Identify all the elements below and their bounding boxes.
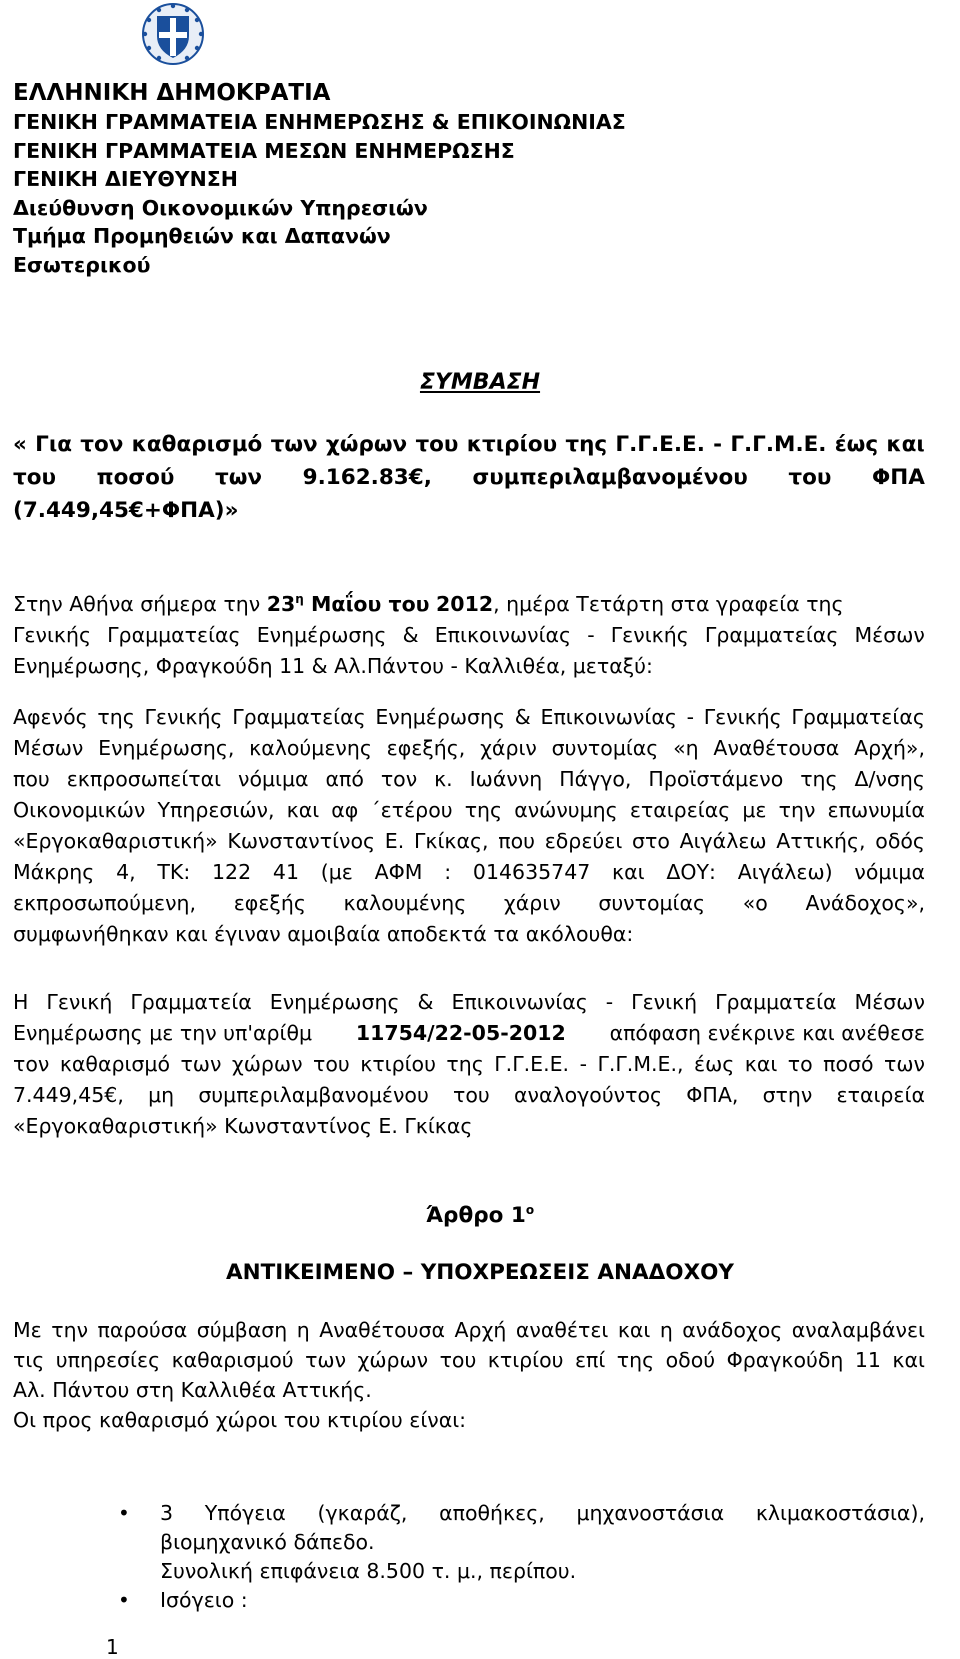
word: Φραγκούδη <box>726 1348 844 1372</box>
word: 122 <box>212 860 252 884</box>
word: : <box>444 860 452 884</box>
word: της <box>97 705 135 729</box>
word: Επικοινωνίας <box>451 990 588 1014</box>
word: ποσού <box>96 465 175 490</box>
word: κτιρίου <box>466 432 558 457</box>
article-body <box>13 1315 925 1435</box>
word: «η <box>673 736 699 760</box>
article-heading: ΑΝΤΙΚΕΙΜΕΝΟ – ΥΠΟΧΡΕΩΣΕΙΣ ΑΝΑΔΟΧΟΥ <box>225 1260 734 1285</box>
list-item-1-line-3: Συνολική επιφάνεια 8.500 τ. μ., περίπου. <box>160 1559 577 1583</box>
word: αποθήκες, <box>439 1501 545 1525</box>
header-line-2: ΓΕΝΙΚΗ ΓΡΑΜΜΑΤΕΙΑ ΕΝΗΜΕΡΩΣΗΣ & ΕΠΙΚΟΙΝΩΝΙΑΣ <box>13 110 626 134</box>
word: του <box>13 465 57 490</box>
word: Ε. <box>384 829 405 853</box>
word: χάριν <box>503 891 561 915</box>
word: Αφενός <box>13 705 88 729</box>
word: τον <box>380 767 418 791</box>
decision-line-3 <box>13 1049 925 1080</box>
issuer-header <box>13 78 626 279</box>
word: Ενημέρωσης, <box>98 736 235 760</box>
word: της <box>464 798 503 822</box>
decision-text-a: Ενημέρωσης με την υπ'αρίθμ <box>13 1021 313 1045</box>
word: έως <box>693 1052 735 1076</box>
word: Γραμματείας <box>107 623 241 647</box>
article-line-1 <box>13 1315 925 1345</box>
word: Γραμματεία <box>715 990 837 1014</box>
word: ποσό <box>823 1052 874 1076</box>
word: και <box>886 432 925 457</box>
list-bullet-2: • <box>118 1588 130 1612</box>
word: Γραμματείας <box>704 623 839 647</box>
article-line-2 <box>13 1345 925 1375</box>
word: επωνυμία <box>827 798 925 822</box>
header-line-1: ΕΛΛΗΝΙΚΗ ΔΗΜΟΚΡΑΤΙΑ <box>13 80 331 106</box>
word: 41 <box>272 860 299 884</box>
word: & <box>402 623 419 647</box>
intro-year: 2012 <box>436 592 494 616</box>
word: Οικονομικών <box>13 798 146 822</box>
intro-text-b: , ημέρα Τετάρτη στα γραφεία της <box>493 592 844 616</box>
intro-paragraph <box>13 589 925 682</box>
word: Μέσων <box>854 623 925 647</box>
list-item-1-line-2: βιομηχανικό δάπεδο. <box>160 1530 375 1554</box>
decision-paragraph <box>13 987 925 1142</box>
word: Πάγγο, <box>559 767 632 791</box>
word: από <box>325 767 364 791</box>
header-line-7: Εσωτερικού <box>13 252 151 277</box>
word: Για <box>35 432 72 457</box>
word: Η <box>13 990 29 1014</box>
word: συντομίας <box>598 891 706 915</box>
word: Κωνσταντίνος <box>227 829 376 853</box>
word: την <box>51 1318 89 1342</box>
word: Αναθέτουσα <box>319 1318 446 1342</box>
word: χάριν <box>480 736 537 760</box>
word: Αναθέτουσα <box>713 736 840 760</box>
word: Με <box>13 1318 42 1342</box>
word: συντομίας <box>551 736 659 760</box>
word: Γ.Γ.Μ.Ε., <box>597 1052 684 1076</box>
word: «ο <box>742 891 768 915</box>
word: την <box>778 798 816 822</box>
list-item-2: Ισόγειο : <box>160 1588 248 1612</box>
list-item <box>160 1499 925 1586</box>
intro-line-3: Ενημέρωσης, Φραγκούδη 11 & Αλ.Πάντου - Καλλιθέα, μεταξύ: <box>13 654 653 678</box>
word: & <box>514 705 531 729</box>
word: κτιρίου <box>360 1052 436 1076</box>
word: κ. <box>434 767 453 791</box>
contract-subject <box>13 428 925 527</box>
word: των <box>270 432 318 457</box>
word: του <box>415 432 459 457</box>
word: καθαρισμό <box>131 432 263 457</box>
party-line-8: συμφωνήθηκαν και έγιναν αμοιβαία αποδεκτά τα ακόλουθα: <box>13 922 634 946</box>
intro-month: Μαΐου του <box>303 592 430 616</box>
word: υπηρεσίες <box>55 1348 161 1372</box>
word: σύμβαση <box>196 1318 288 1342</box>
word: Γ.Γ.Ε.Ε. <box>494 1052 570 1076</box>
word: Μάκρης <box>13 860 95 884</box>
decision-number: 11754/22-05-2012 <box>355 1021 566 1045</box>
word: 9.162.83€, <box>302 465 432 490</box>
word: κτιρίου <box>487 1348 564 1372</box>
word: Ανάδοχος», <box>805 891 925 915</box>
word: Γ.Γ.Ε.Ε. <box>615 432 705 457</box>
word: Ενημέρωσης <box>375 705 506 729</box>
word: το <box>787 1052 813 1076</box>
word: συμπεριλαμβανομένου <box>472 465 748 490</box>
word: ΦΠΑ, <box>686 1083 739 1107</box>
word: χώρων <box>231 1052 303 1076</box>
word: εκπροσωπούμενη, <box>13 891 197 915</box>
word: των <box>215 465 263 490</box>
header-line-5: Διεύθυνση Οικονομικών Υπηρεσιών <box>13 195 428 220</box>
word: - <box>587 623 595 647</box>
decision-line-4 <box>13 1080 925 1111</box>
word: του <box>788 465 832 490</box>
word: που <box>13 767 50 791</box>
word: Μέσων <box>13 736 84 760</box>
word: - <box>579 1052 587 1076</box>
word: ανάδοχος <box>682 1318 783 1342</box>
word: Γενικής <box>610 623 689 647</box>
word: έως <box>834 432 879 457</box>
word: Μέσων <box>854 990 925 1014</box>
word: της <box>800 767 838 791</box>
decision-text-b: απόφαση ενέκρινε και ανέθεσε <box>609 1021 925 1045</box>
word: εταιρεία <box>836 1083 925 1107</box>
word: επί <box>574 1348 606 1372</box>
word: ΤΚ: <box>157 860 191 884</box>
word: της <box>616 1348 655 1372</box>
word: κλιμακοστάσια), <box>755 1501 925 1525</box>
article-line-3: Αλ. Πάντου στη Καλλιθέα Αττικής. <box>13 1378 372 1402</box>
word: των <box>180 1052 222 1076</box>
word: 11 <box>854 1348 881 1372</box>
header-line-6: Τμήμα Προμηθειών και Δαπανών <box>13 224 391 248</box>
article-title-sup: ο <box>525 1202 535 1217</box>
word: Γενικής <box>703 705 782 729</box>
word: χώρων <box>325 432 408 457</box>
article-title <box>0 1203 960 1228</box>
word: Ενημέρωσης <box>269 990 400 1014</box>
word: τον <box>13 1052 50 1076</box>
word: Αττικής, <box>776 829 866 853</box>
word: στο <box>632 829 670 853</box>
word: Γραμματεία <box>130 990 252 1014</box>
word: εφεξής, <box>386 736 466 760</box>
word: καθαρισμού <box>171 1348 294 1372</box>
subject-line-2 <box>13 461 925 494</box>
word: 7.449,45€, <box>13 1083 124 1107</box>
word: εφεξής <box>233 891 306 915</box>
word: μη <box>148 1083 175 1107</box>
word: μηχανοστάσια <box>576 1501 725 1525</box>
word: αναλογούντος <box>514 1083 663 1107</box>
word: & <box>417 990 434 1014</box>
word: ΄ετέρου <box>370 798 453 822</box>
word: « <box>13 432 27 457</box>
word: Αιγάλεω) <box>737 860 833 884</box>
word: και <box>617 1318 651 1342</box>
word: ΔΟΥ: <box>666 860 716 884</box>
intro-day: 23 <box>266 592 296 616</box>
contract-title: ΣΥΜΒΑΣΗ <box>419 370 541 395</box>
party-line-2 <box>13 733 925 764</box>
word: (γκαράζ, <box>317 1501 408 1525</box>
word: οδός <box>875 829 925 853</box>
word: νόμιμα <box>854 860 925 884</box>
word: Δ/νσης <box>854 767 925 791</box>
list-item <box>160 1586 925 1615</box>
party-line-5 <box>13 826 925 857</box>
word: της <box>565 432 608 457</box>
word: που <box>498 829 535 853</box>
intro-line-2 <box>13 620 925 651</box>
intro-text-a: Στην Αθήνα σήμερα την <box>13 592 267 616</box>
word: των <box>305 1348 347 1372</box>
word: τις <box>13 1348 45 1372</box>
list-item-1-line-1 <box>160 1499 925 1528</box>
word: Γενική <box>46 990 113 1014</box>
word: νόμιμα <box>238 767 309 791</box>
word: αναλαμβάνει <box>791 1318 925 1342</box>
header-line-4: ΓΕΝΙΚΗ ΔΙΕΥΘΥΝΣΗ <box>13 167 238 191</box>
word: και <box>612 860 645 884</box>
word: αναθέτει <box>515 1318 609 1342</box>
word: Γραμματείας <box>791 705 925 729</box>
party-line-3 <box>13 764 925 795</box>
word: Αρχή», <box>854 736 925 760</box>
word: εταιρείας <box>629 798 731 822</box>
word: - <box>686 705 694 729</box>
decision-line-5: «Εργοκαθαριστική» Κωνσταντίνος Ε. Γκίκας <box>13 1114 473 1138</box>
party-line-1 <box>13 702 925 733</box>
word: «Εργοκαθαριστική» <box>13 829 218 853</box>
word: παρούσα <box>97 1318 188 1342</box>
word: Γκίκας, <box>413 829 489 853</box>
word: του <box>439 1348 477 1372</box>
word: Επικοινωνίας <box>540 705 677 729</box>
page-number: 1 <box>106 1635 119 1659</box>
word: στην <box>762 1083 813 1107</box>
word: Γενικής <box>13 623 91 647</box>
word: Αιγάλεω <box>679 829 767 853</box>
decision-line-1 <box>13 987 925 1018</box>
word: Γ.Γ.Μ.Ε. <box>730 432 827 457</box>
word: Γενικής <box>144 705 223 729</box>
word: τον <box>80 432 124 457</box>
word: 014635747 <box>472 860 591 884</box>
word: εκπροσωπείται <box>66 767 222 791</box>
word: 3 <box>160 1501 174 1525</box>
word: Αρχή <box>454 1318 507 1342</box>
greek-state-emblem-icon <box>141 2 205 66</box>
word: - <box>713 432 723 457</box>
word: Επικοινωνίας <box>434 623 572 647</box>
word: και <box>892 1348 925 1372</box>
word: αφ <box>331 798 359 822</box>
word: - <box>605 990 614 1014</box>
word: των <box>884 1052 925 1076</box>
word: (με <box>320 860 353 884</box>
subject-line-1 <box>13 428 925 461</box>
header-line-3: ΓΕΝΙΚΗ ΓΡΑΜΜΑΤΕΙΑ ΜΕΣΩΝ ΕΝΗΜΕΡΩΣΗΣ <box>13 138 515 163</box>
word: Υπηρεσιών, <box>157 798 275 822</box>
word: καθαρισμό <box>59 1052 170 1076</box>
parties-paragraph <box>13 702 925 950</box>
word: και <box>286 798 320 822</box>
word: ανώνυμης <box>514 798 618 822</box>
word: καλουμένης <box>343 891 467 915</box>
party-line-7 <box>13 888 925 919</box>
word: η <box>296 1318 310 1342</box>
word: της <box>446 1052 484 1076</box>
word: Προϊστάμενο <box>648 767 784 791</box>
word: ΑΦΜ <box>374 860 423 884</box>
party-line-6 <box>13 857 925 888</box>
word: και <box>744 1052 778 1076</box>
article-title-text: Άρθρο 1 <box>425 1203 526 1228</box>
word: Ιωάννη <box>469 767 543 791</box>
word: Ενημέρωσης <box>256 623 387 647</box>
word: εδρεύει <box>544 829 623 853</box>
word: χώρων <box>357 1348 429 1372</box>
article-line-4: Οι προς καθαρισμό χώροι του κτιρίου είναι: <box>13 1408 467 1432</box>
word: συμπεριλαμβανομένου <box>198 1083 429 1107</box>
party-line-4 <box>13 795 925 826</box>
word: καλούμενης <box>249 736 372 760</box>
intro-day-sup: η <box>295 592 304 607</box>
intro-line-1 <box>13 589 925 620</box>
word: Γενική <box>631 990 698 1014</box>
word: Γραμματείας <box>232 705 366 729</box>
word: οδού <box>665 1348 716 1372</box>
subject-line-3: (7.449,45€+ΦΠΑ)» <box>13 498 239 523</box>
word: Υπόγεια <box>204 1501 286 1525</box>
word: ΦΠΑ <box>872 465 925 490</box>
word: του <box>313 1052 350 1076</box>
list-bullet-1: • <box>118 1501 130 1525</box>
word: του <box>453 1083 490 1107</box>
word: η <box>659 1318 673 1342</box>
word: με <box>742 798 767 822</box>
word: 4, <box>116 860 136 884</box>
decision-line-2 <box>13 1018 925 1049</box>
